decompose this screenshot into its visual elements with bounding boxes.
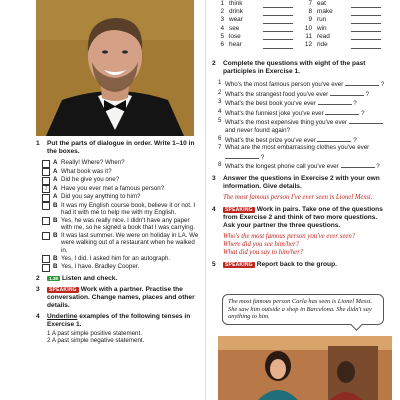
speaker-label: B (53, 201, 58, 209)
celebrity-photo (36, 0, 194, 136)
base-verb: make (317, 8, 333, 16)
question-text: What's the most expensive thing you've ever (225, 119, 348, 127)
exercise-number: 4 (36, 312, 40, 320)
base-verb: lose (229, 32, 241, 40)
question-item (218, 161, 390, 171)
question-item (218, 98, 390, 108)
exercise-2-heading (36, 275, 200, 283)
question-list (212, 79, 390, 171)
left-column (36, 140, 200, 345)
dialogue-line (42, 217, 200, 232)
complete-questions-instruction: Complete the questions with eight of the past participles in Exercise 1. (223, 60, 366, 75)
column-divider (205, 0, 206, 400)
dialogue-text: Really! Where? When? (61, 159, 125, 166)
dialogue-text: It was last summer. We were on holiday in LA. We were walking out of a restaurant when he walked in. (61, 231, 199, 255)
exercise-4-instruction: examples of the following tenses in Exercise 1. (47, 312, 191, 328)
exercise-number: 3 (212, 174, 216, 182)
pairs-instruction: Work in pairs. Take one of the questions from Exercise 2 and think of two more questions. Ask your partner the three questions. (223, 205, 383, 229)
base-verb: wear (229, 16, 243, 24)
exercise-4-item: 2 A past simple negative statement. (47, 337, 145, 345)
illustration-scene (218, 336, 392, 400)
dialogue-text: Yes, he was really nice. I didn't have any paper with me, so he signed a book that I was carrying. (61, 216, 195, 232)
order-box[interactable] (42, 232, 50, 240)
dialogue-text: It was my English course book, believe it or not. I had it with me to help me with my English. (61, 201, 196, 217)
base-verb: ride (317, 41, 328, 49)
dialogue-list (42, 159, 200, 272)
dialogue-text: Yes, I have. Bradley Cooper. (61, 263, 140, 271)
dialogue-line (42, 185, 200, 194)
exercise-3-instruction: Work with a partner. Practise the conversation. Change names, places and other details. (47, 285, 195, 309)
question-number: 5 (218, 117, 222, 125)
answer-blank[interactable] (263, 41, 293, 49)
dialogue-line (42, 263, 200, 272)
dialogue-text: Yes, I did. I asked him for an autograph. (61, 254, 171, 262)
order-box[interactable] (42, 160, 50, 168)
answer-questions-heading (212, 175, 390, 191)
dialogue-text: Have you ever met a famous person? (61, 184, 165, 192)
exercise-number: 5 (212, 260, 216, 268)
pairs-heading (212, 206, 390, 230)
base-verb: eat (317, 0, 326, 7)
question-tail: ? (260, 153, 265, 161)
question-number: 8 (218, 161, 222, 169)
question-number: 6 (218, 134, 222, 142)
speaker-label: A (53, 159, 58, 166)
word-row (212, 8, 392, 16)
word-row (212, 25, 392, 33)
answer-blank[interactable] (263, 16, 293, 24)
exercise-2-instruction: Listen and check. (61, 274, 118, 282)
audio-cd-icon[interactable]: 1.38 (49, 275, 58, 281)
speaker-label: B (53, 263, 58, 271)
order-box[interactable] (42, 177, 50, 185)
word-item (300, 16, 388, 24)
question-item (218, 117, 390, 134)
order-box[interactable] (42, 202, 50, 210)
answer-blank[interactable] (317, 135, 351, 142)
question-tail: ? (365, 90, 370, 98)
answer-blank[interactable] (263, 25, 293, 33)
dialogue-text: What book was it? (61, 167, 112, 175)
word-number: 5 (220, 32, 224, 40)
question-tail: ? (361, 109, 365, 117)
question-number: 3 (218, 98, 222, 106)
answer-blank[interactable] (351, 33, 381, 41)
order-box[interactable]: 1 (42, 185, 50, 193)
question-item (218, 144, 390, 161)
exercise-number: 4 (212, 205, 216, 213)
speaker-label: A (53, 184, 58, 192)
example-answer: The most famous person I've ever seen is Lionel Messi. (223, 193, 373, 201)
word-number: 9 (308, 16, 312, 24)
answer-blank[interactable] (351, 41, 381, 49)
question-text: What's the funniest joke you've ever (225, 109, 324, 117)
word-item (300, 0, 388, 8)
base-verb: read (317, 32, 330, 40)
speaker-label: A (53, 176, 58, 183)
word-item (300, 41, 388, 49)
example-question: What did you say to him/her? (223, 248, 304, 256)
question-tail: ? (376, 163, 380, 171)
question-item (218, 135, 390, 145)
word-row (212, 41, 392, 49)
word-row (212, 33, 392, 41)
question-number: 2 (218, 88, 222, 96)
speaker-label: B (53, 254, 58, 262)
speaking-badge: SPEAKING (49, 286, 77, 293)
word-item (212, 16, 300, 24)
word-item (212, 41, 300, 49)
dialogue-line (42, 193, 200, 202)
word-item (212, 8, 300, 16)
exercise-1-heading (36, 140, 200, 156)
answer-blank[interactable] (351, 8, 381, 16)
speaking-badge: SPEAKING (225, 206, 253, 213)
answer-blank[interactable] (351, 16, 381, 24)
answer-blank[interactable] (349, 117, 383, 124)
example-question: Where did you see him/her? (223, 240, 300, 248)
dialogue-line (42, 202, 200, 217)
word-number: 2 (220, 8, 224, 16)
question-item (218, 89, 390, 99)
exercise-number: 2 (36, 274, 40, 282)
word-item (212, 0, 300, 8)
word-item (212, 25, 300, 33)
speaker-label: B (53, 216, 58, 224)
exercise-number: 1 (36, 140, 40, 147)
question-number: 7 (218, 144, 222, 152)
question-text: Who's the most famous person you've ever (225, 81, 344, 88)
report-heading (212, 261, 390, 269)
question-text: What's the best book you've ever (225, 100, 316, 108)
exercise-1-instruction: Put the parts of dialogue in order. Write 1–10 in the boxes. (47, 140, 195, 155)
speaker-label: B (53, 231, 58, 239)
past-participle-word-list (212, 0, 392, 49)
speaker-label: A (53, 167, 58, 175)
exercise-4-heading (36, 313, 200, 329)
question-tail: ? (353, 100, 357, 108)
answer-blank[interactable] (345, 79, 379, 86)
exercise-number: 3 (36, 285, 40, 293)
answer-questions-instruction: Answer the questions in Exercise 2 with your own information. Give details. (223, 174, 380, 190)
order-box[interactable] (42, 168, 50, 176)
speech-bubble: The most famous person Carla has seen is Lionel Messi. She saw him outside a shop in Barcelona. She didn't say anything to him. (222, 294, 384, 325)
question-text: What's the best prize you've ever (225, 136, 316, 144)
answer-blank[interactable] (263, 33, 293, 41)
question-number: 4 (218, 107, 222, 115)
question-text: What's the longest phone call you've ever (225, 163, 339, 171)
word-row (212, 16, 392, 24)
exercise-4-item: 1 A past simple positive statement. (47, 329, 142, 337)
dialogue-line (42, 168, 200, 177)
right-column (212, 60, 390, 272)
answer-blank[interactable] (263, 8, 293, 16)
question-tail: ? (353, 136, 357, 144)
answer-blank[interactable] (351, 0, 381, 8)
underline-keyword: Underline (47, 312, 78, 320)
word-item (300, 25, 388, 33)
exercise-3-heading (36, 286, 200, 310)
base-verb: win (317, 24, 327, 32)
word-number: 4 (220, 24, 224, 32)
dialogue-line (42, 232, 200, 255)
word-number: 7 (308, 0, 312, 7)
question-item (218, 108, 390, 118)
answer-blank[interactable] (341, 161, 375, 168)
question-tail: ? (380, 81, 385, 88)
word-number: 6 (220, 41, 224, 49)
answer-blank[interactable] (225, 152, 259, 159)
base-verb: hear (229, 41, 242, 49)
example-question: Who's the most famous person you've ever seen? (223, 232, 356, 240)
order-box[interactable] (42, 264, 50, 272)
answer-blank[interactable] (351, 25, 381, 33)
word-number: 11 (305, 32, 312, 40)
base-verb: drink (229, 8, 243, 16)
dialogue-text: Did you say anything to him? (61, 193, 141, 200)
question-tail: and never found again? (225, 126, 291, 134)
base-verb: see (229, 24, 240, 32)
word-item (300, 33, 388, 41)
word-number: 10 (304, 24, 312, 32)
word-row (212, 0, 392, 8)
order-box[interactable] (42, 194, 50, 202)
question-item (218, 79, 390, 89)
question-text: What are the most embarrassing clothes you've ever (225, 144, 370, 152)
word-number: 12 (304, 41, 312, 49)
order-box[interactable] (42, 217, 50, 225)
exercise-number: 2 (212, 60, 216, 67)
word-number: 3 (220, 16, 224, 24)
base-verb: run (317, 16, 327, 24)
answer-blank[interactable] (330, 89, 364, 96)
dialogue-line (42, 176, 200, 185)
dialogue-line (42, 159, 200, 168)
speaker-label: A (53, 193, 58, 200)
word-item (300, 8, 388, 16)
answer-blank[interactable] (325, 108, 359, 115)
answer-blank[interactable] (318, 98, 352, 105)
report-instruction: Report back to the group. (256, 260, 337, 268)
word-item (212, 33, 300, 41)
speaking-badge: SPEAKING (225, 261, 253, 268)
dialogue-text: Did he give you one? (61, 176, 120, 183)
order-box[interactable] (42, 255, 50, 263)
word-number: 8 (308, 8, 312, 16)
question-text: What's the strangest food you've ever (225, 90, 329, 98)
base-verb: think (229, 0, 243, 7)
complete-questions-heading (212, 60, 390, 76)
answer-blank[interactable] (263, 0, 293, 8)
dialogue-line (42, 255, 200, 264)
pairs-examples (223, 233, 390, 257)
word-number: 1 (220, 0, 224, 7)
question-number: 1 (218, 79, 222, 86)
